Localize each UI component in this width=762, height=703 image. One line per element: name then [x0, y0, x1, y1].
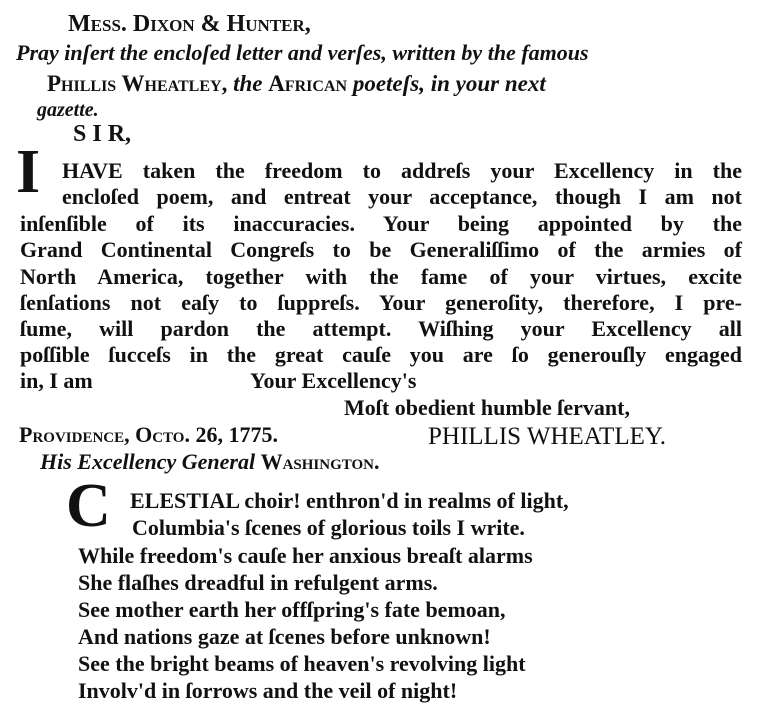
poem-line-7: See the bright beams of heaven's revolving light — [78, 651, 526, 676]
closing-your-excellency: Your Excellency's — [250, 368, 417, 393]
signoff-line: Moſt obedient humble ſervant, — [344, 395, 630, 420]
poem-title-prefix: His Excellency General — [40, 449, 261, 474]
intro-line-3: gazette. — [37, 99, 99, 121]
intro-line-1: Pray inſert the encloſed letter and verſes, written by the famous — [16, 40, 589, 65]
poem-line-3: While freedom's cauſe her anxious breaſt alarms — [78, 543, 533, 568]
letter-line-2: encloſed poem, and entreat your acceptance, though I am not — [62, 184, 742, 209]
letter-line-7: ſume, will pardon the attempt. Wiſhing your Excellency all — [20, 316, 742, 341]
poem-line-2: Columbia's ſcenes of glorious toils I write. — [132, 515, 525, 540]
salutation: S I R, — [73, 121, 132, 147]
place-date: Providence, Octo. 26, 1775. — [19, 422, 278, 447]
intro-the: the — [227, 71, 269, 96]
intro-tail: poeteſs, in your next — [347, 71, 546, 96]
african-word: African — [268, 71, 348, 96]
letter-line-4: Grand Continental Congreſs to be Generaliſſimo of the armies of — [20, 237, 742, 262]
poem-line-4: She flaſhes dreadful in refulgent arms. — [78, 570, 438, 595]
poem-line-1: ELESTIAL choir! enthron'd in realms of light, — [130, 488, 569, 513]
closing-in-i-am: in, I am — [20, 368, 93, 393]
addressee-line: Meſſ. Dixon & Hunter, — [68, 11, 311, 37]
intro-line-2 — [47, 72, 546, 95]
letter-line-6: ſenſations not eaſy to ſuppreſs. Your generoſity, therefore, I pre- — [20, 290, 742, 315]
letter-line-8: poſſible ſucceſs in the great cauſe you are ſo generouſly engaged — [20, 342, 742, 367]
poem-title-name: Washington. — [260, 449, 380, 474]
letter-drop-cap: I — [16, 138, 41, 206]
letter-line-5: North America, together with the fame of your virtues, excite — [20, 264, 742, 289]
poem-line-5: See mother earth her offſpring's fate bemoan, — [78, 597, 506, 622]
signature: PHILLIS WHEATLEY. — [428, 423, 666, 450]
poem-line-6: And nations gaze at ſcenes before unknown! — [78, 624, 491, 649]
poet-name: Phillis Wheatley, — [47, 71, 228, 96]
letter-line-1: HAVE taken the freedom to addreſs your Excellency in the — [62, 158, 742, 183]
letter-line-3: inſenſible of its inaccuracies. Your being appointed by the — [20, 211, 742, 236]
poem-drop-cap: C — [66, 472, 111, 540]
poem-title — [40, 451, 380, 473]
poem-line-8: Involv'd in ſorrows and the veil of night! — [78, 678, 458, 703]
